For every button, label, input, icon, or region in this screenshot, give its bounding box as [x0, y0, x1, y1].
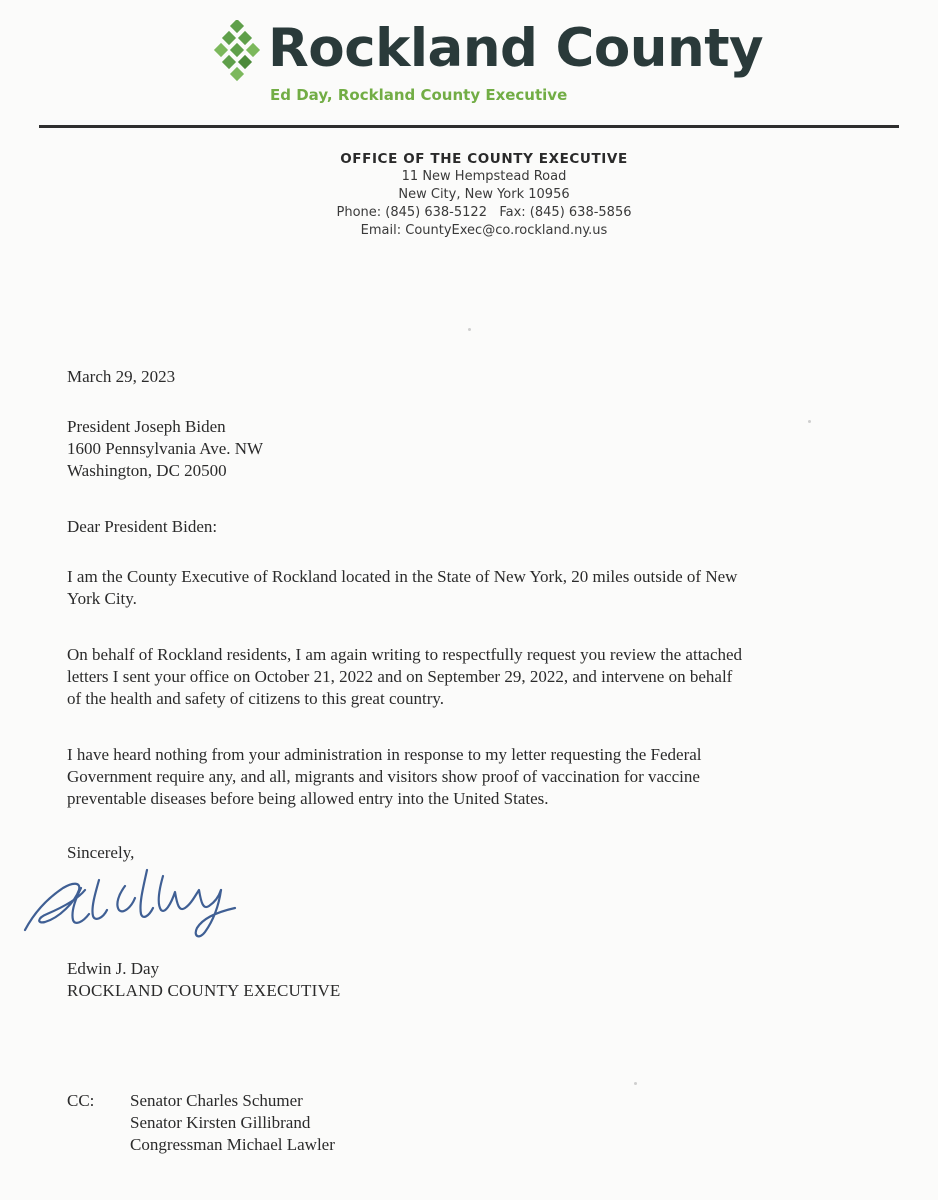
office-address-line1: 11 New Hempstead Road [401, 169, 567, 184]
office-title: OFFICE OF THE COUNTY EXECUTIVE [340, 151, 628, 167]
paragraph-line: preventable diseases before being allowed entry into the United States. [67, 789, 549, 808]
addressee-line: Washington, DC 20500 [67, 461, 227, 480]
paragraph-line: Government require any, and all, migrants and visitors show proof of vaccination for vaccine [67, 767, 700, 786]
cc-label: CC: [67, 1091, 95, 1110]
paragraph-2 [67, 644, 917, 710]
signer-name: Edwin J. Day [67, 959, 160, 978]
letterhead-subtitle: Ed Day, Rockland County Executive [270, 86, 568, 104]
cc-recipient: Senator Kirsten Gillibrand [130, 1113, 311, 1132]
addressee-line: President Joseph Biden [67, 417, 226, 436]
signer-title: ROCKLAND COUNTY EXECUTIVE [67, 981, 341, 1000]
office-address-block [184, 150, 784, 240]
scan-speck [468, 328, 471, 331]
paragraph-line: letters I sent your office on October 21, 2022 and on September 29, 2022, and intervene on behalf [67, 667, 733, 686]
paragraph-line: I have heard nothing from your administration in response to my letter requesting the Federal [67, 745, 702, 764]
cc-list [130, 1090, 335, 1156]
organization-name: Rockland County [268, 18, 764, 79]
scan-speck [634, 1082, 637, 1085]
closing: Sincerely, [67, 843, 135, 862]
office-phone-fax: Phone: (845) 638-5122 Fax: (845) 638-5856 [336, 205, 632, 220]
salutation: Dear President Biden: [67, 517, 218, 536]
letterhead-divider [39, 125, 899, 128]
signer-block [67, 958, 917, 1002]
green-diamond-tiles-logo-icon [211, 20, 265, 86]
office-address-line2: New City, New York 10956 [398, 187, 570, 202]
office-email: Email: CountyExec@co.rockland.ny.us [360, 223, 608, 238]
scan-speck [808, 420, 811, 423]
addressee-block [67, 416, 917, 482]
handwritten-signature [15, 860, 275, 950]
paragraph-line: York City. [67, 589, 137, 608]
addressee-line: 1600 Pennsylvania Ave. NW [67, 439, 264, 458]
paragraph-1 [67, 566, 917, 610]
letter-date: March 29, 2023 [67, 367, 176, 386]
paragraph-line: of the health and safety of citizens to this great country. [67, 689, 445, 708]
paragraph-line: On behalf of Rockland residents, I am again writing to respectfully request you review the attached [67, 645, 743, 664]
paragraph-line: I am the County Executive of Rockland located in the State of New York, 20 miles outside of New [67, 567, 738, 586]
cc-recipient: Congressman Michael Lawler [130, 1135, 335, 1154]
cc-recipient: Senator Charles Schumer [130, 1091, 303, 1110]
paragraph-3 [67, 744, 917, 810]
